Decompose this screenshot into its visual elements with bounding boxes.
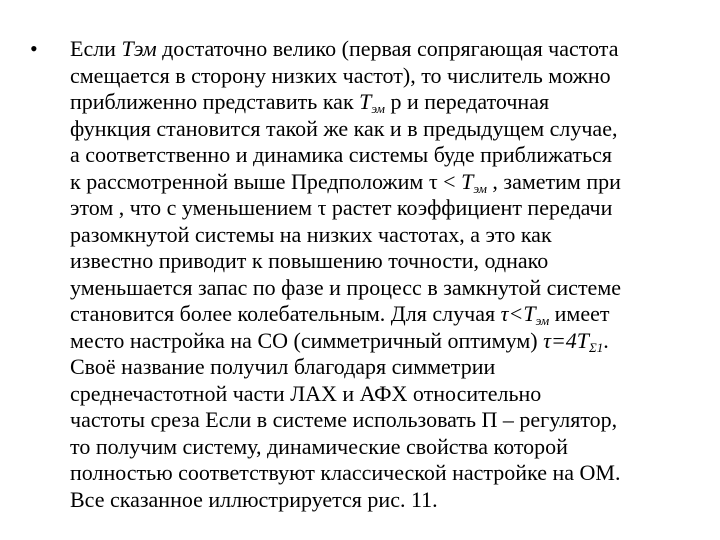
text-line	[70, 89, 710, 116]
subscript-text: Σ1	[589, 339, 604, 355]
text-segment: имеет	[549, 301, 610, 326]
text-segment: среднечастотной части ЛАХ и АФХ относительно	[70, 380, 542, 406]
text-segment: τ=4Т	[543, 327, 590, 353]
text-line	[70, 169, 710, 196]
text-segment: Тэм	[121, 36, 157, 61]
text-segment: известно приводит к повышению точности, однако	[70, 248, 549, 273]
paragraph-text	[70, 36, 710, 513]
text-segment: частоты среза Если в системе использовать П – регулятор,	[70, 407, 618, 432]
text-segment: р и передаточная	[384, 89, 550, 114]
text-line	[70, 248, 710, 275]
text-line	[70, 381, 710, 408]
text-segment: становится более колебательным. Для случая	[70, 301, 501, 326]
text-line	[70, 275, 710, 302]
text-line	[70, 142, 710, 169]
text-segment: , заметим при	[486, 168, 621, 194]
subscript-text: эм	[371, 101, 385, 116]
text-line	[70, 354, 710, 381]
text-segment: Если	[70, 36, 122, 61]
text-line	[70, 407, 710, 434]
text-segment: τ<Т	[500, 301, 536, 326]
text-segment: достаточно велико (первая сопрягающая частота	[156, 36, 619, 61]
text-segment: этом , что с уменьшением τ растет коэффициент передачи	[70, 195, 613, 220]
text-line	[70, 222, 710, 249]
text-line	[70, 63, 710, 90]
text-segment: к рассмотренной выше Предположим τ <	[70, 168, 462, 194]
text-line	[70, 195, 710, 222]
text-segment: место настройка на СО (симметричный оптимум)	[70, 327, 544, 353]
text-segment: .	[603, 327, 609, 353]
text-segment: то получим систему, динамические свойства которой	[70, 433, 568, 459]
text-segment: Все сказанное иллюстрируется рис. 11.	[70, 486, 438, 512]
text-segment: Т	[461, 168, 474, 194]
text-segment: Своё название получил благодаря симметрии	[70, 354, 496, 379]
text-line	[70, 460, 710, 487]
text-line	[70, 301, 710, 328]
bullet-marker: •	[30, 36, 38, 61]
text-line	[70, 434, 710, 461]
text-line	[70, 487, 710, 514]
text-segment: а соответственно и динамика системы буде приближаться	[70, 142, 612, 167]
text-segment: функция становится такой же как и в предыдущем случае,	[70, 115, 618, 141]
text-line	[70, 328, 710, 355]
subscript-text: эм	[473, 180, 487, 196]
text-segment: разомкнутой системы на низких частотах, а это как	[70, 221, 552, 247]
text-segment: смещается в сторону низких частот), то числитель можно	[70, 62, 611, 88]
text-segment: полностью соответствуют классической настройке на ОМ.	[70, 460, 621, 485]
text-line	[70, 116, 710, 143]
text-line	[70, 36, 710, 63]
text-segment: приближенно представить как	[70, 89, 360, 114]
text-segment: Т	[359, 89, 372, 114]
subscript-text: эм	[535, 313, 550, 328]
text-segment: уменьшается запас по фазе и процесс в замкнутой системе	[70, 274, 622, 300]
